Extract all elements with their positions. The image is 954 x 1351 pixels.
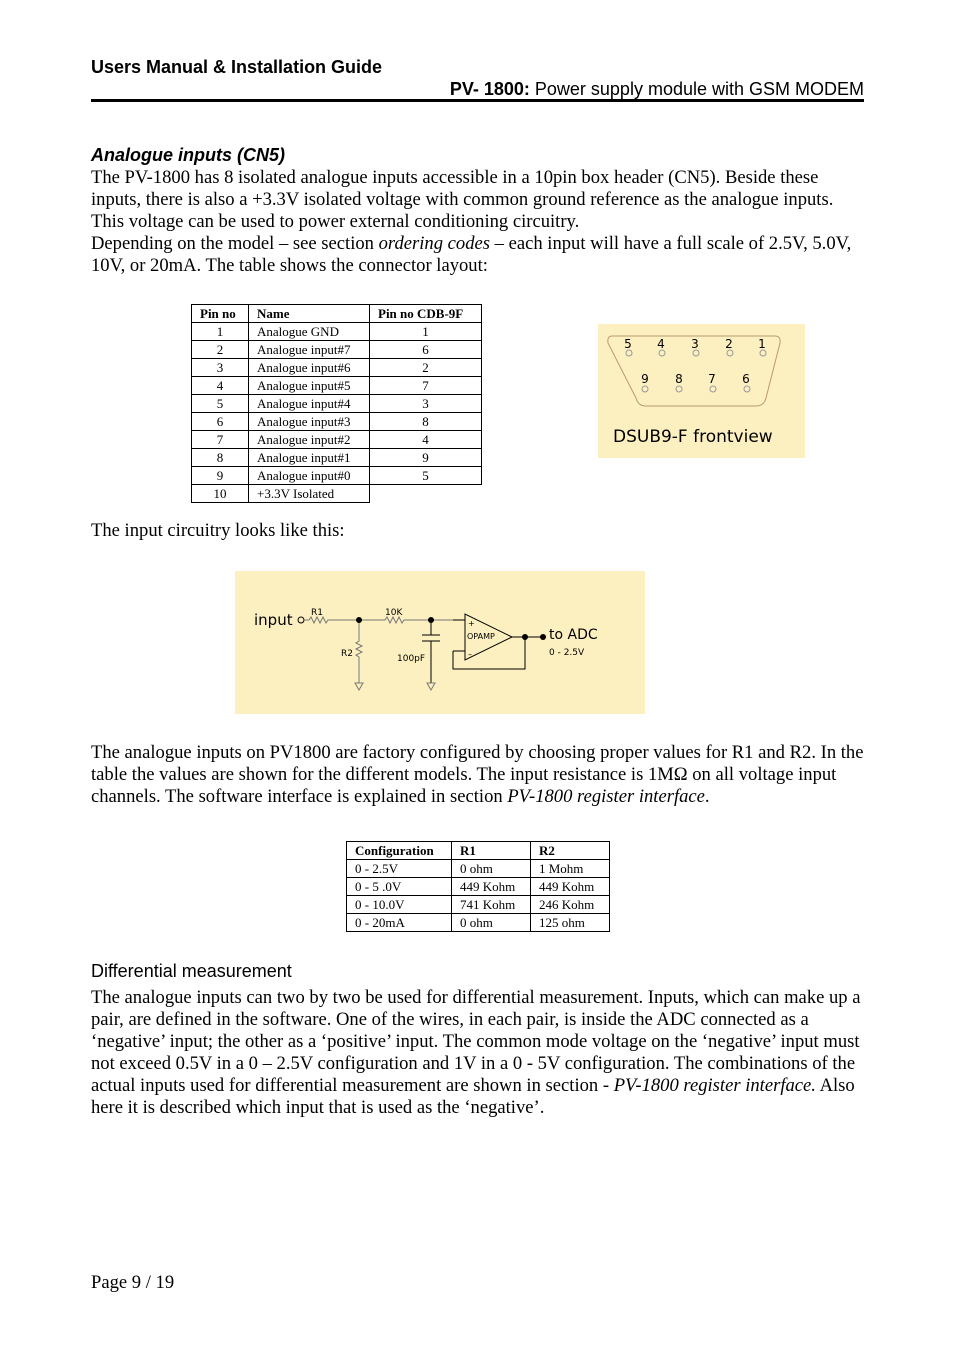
dsub-caption: DSUB9-F frontview [613,427,773,447]
table-cell: 1 [370,323,482,341]
paragraph-differential [91,987,866,1119]
capacitor-100pf [422,620,440,683]
input-circuit-diagram [235,571,645,714]
table-cell: 7 [370,377,482,395]
table-header: Configuration [347,842,452,860]
table-cell: 3 [192,359,249,377]
r10k-label: 10K [385,608,403,618]
table-row [192,431,482,449]
table-cell: 2 [192,341,249,359]
table-cell: Analogue input#1 [249,449,370,467]
pin-label: 7 [708,372,716,386]
r2-label: R2 [341,649,353,659]
pin-label: 5 [624,337,632,351]
table-header: Pin no CDB-9F [370,305,482,323]
cap-label: 100pF [397,654,426,664]
text-run: The analogue inputs can two by two be used for differential measurement. Inputs, which can make up a pair, are defined in the software. One of the wires, in each pair, is inside the ADC connected as a ‘negative’ input; the other as a ‘positive’ input. The common mode voltage on the ‘negative’ input must not exceed 0.5V in a 0 – 2.5V configuration and 1V in a 0 - 5V configuration. The combinations of the actual inputs used for differential measurement are shown in section - [91,987,861,1096]
junction-dot [356,617,362,623]
paragraph-circuit-intro: The input circuitry looks like this: [91,520,345,541]
text-run: Also here it is described which input that is used as the ‘negative’. [91,1075,855,1118]
table-cell: +3.3V Isolated [249,485,370,503]
table-cell: 8 [370,413,482,431]
table-row [347,914,610,932]
pin-hole [710,386,716,392]
table-cell: 0 - 2.5V [347,860,452,878]
table-row [192,359,482,377]
table-cell: Analogue input#5 [249,377,370,395]
table-cell: 0 - 10.0V [347,896,452,914]
feedback-wire [453,637,525,669]
table-header: Name [249,305,370,323]
page-number: Page 9 / 19 [91,1272,175,1293]
table-header-row [192,305,482,323]
pin-label: 2 [725,337,733,351]
table-cell: Analogue input#7 [249,341,370,359]
table-cell: 125 ohm [531,914,610,932]
header-rule [91,99,864,102]
section-title: Analogue inputs (CN5) [91,145,285,165]
pin-label: 4 [657,337,665,351]
output-label: to ADC [549,627,598,643]
table-cell: 8 [192,449,249,467]
resistor-r2 [356,620,362,683]
junction-dot [428,617,434,623]
table-cell: 449 Kohm [531,878,610,896]
table-row [192,341,482,359]
table-cell: 449 Kohm [452,878,531,896]
table-cell: 246 Kohm [531,896,610,914]
table-row [192,395,482,413]
table-cell: 0 ohm [452,914,531,932]
pin-hole [642,386,648,392]
table-row [192,485,482,503]
table-cell: 3 [370,395,482,413]
table-row [192,467,482,485]
table-cell: 7 [192,431,249,449]
subsection-title: Differential measurement [91,961,292,981]
text-run: The analogue inputs on PV1800 are factory configured by choosing proper values for R1 and R2. In the table the values are shown for the different models. The input resistance is 1MΩ on all voltage input channels. The software interface is explained in section [91,742,864,807]
output-range: 0 - 2.5V [549,648,585,658]
pin-label: 8 [675,372,683,386]
table-cell: 0 ohm [452,860,531,878]
table-cell: Analogue input#6 [249,359,370,377]
table-row [347,896,610,914]
table-cell: Analogue input#3 [249,413,370,431]
table-cell: 6 [192,413,249,431]
pin-label: 1 [758,337,766,351]
table-cell: Analogue GND [249,323,370,341]
header-title: Users Manual & Installation Guide [91,57,383,77]
header-subtitle [450,79,864,100]
table-row [192,449,482,467]
table-header: Pin no [192,305,249,323]
table-cell: 0 - 5 .0V [347,878,452,896]
table-header: R2 [531,842,610,860]
table-cell: 9 [370,449,482,467]
pin-table [191,304,482,503]
opamp-label: OPAMP [467,632,495,641]
table-cell: Analogue input#4 [249,395,370,413]
table-cell: Analogue input#0 [249,467,370,485]
header-model: PV- 1800: [449,79,530,99]
table-cell-empty [370,485,482,503]
table-cell: 741 Kohm [452,896,531,914]
pin-label: 3 [691,337,699,351]
ground-icon [427,683,435,690]
table-cell: 1 [192,323,249,341]
junction-dot [522,634,528,640]
dsub9-diagram [598,324,805,458]
ground-icon [355,683,363,690]
pin-hole [744,386,750,392]
table-header-row [347,842,610,860]
resistor-10k [359,617,465,623]
paragraph-intro: The PV-1800 has 8 isolated analogue inputs accessible in a 10pin box header (CN5). Beside these inputs, there is also a +3.3V isolated voltage with common ground reference as the analogue inputs. This voltage can be used to power external conditioning circuitry. [91,167,834,232]
pin-hole [676,386,682,392]
r1-label: R1 [311,608,323,618]
opamp-minus: – [468,650,472,659]
text-run: Depending on the model – see section [91,233,379,254]
table-cell: Analogue input#2 [249,431,370,449]
table-cell: 9 [192,467,249,485]
table-cell: 1 Mohm [531,860,610,878]
header-description: Power supply module with GSM MODEM [529,79,864,99]
table-row [347,860,610,878]
input-label: input [254,611,293,629]
table-cell: 0 - 20mA [347,914,452,932]
paragraph-configuration [91,742,866,808]
output-terminal [540,634,546,640]
table-header: R1 [452,842,531,860]
table-cell: 4 [192,377,249,395]
table-cell: 10 [192,485,249,503]
text-run: . [704,786,710,807]
table-row [192,377,482,395]
table-cell: 4 [370,431,482,449]
opamp-plus: + [468,619,475,628]
text-run: – each input will have a full scale of 2.5V, 5.0V, 10V, or 20mA. The table shows the connector layout: [91,233,852,276]
table-row [192,413,482,431]
table-cell: 5 [370,467,482,485]
pin-label: 9 [641,372,649,386]
emphasis-ordering-codes: ordering codes [378,233,490,254]
paragraph-fullscale [91,233,866,277]
input-terminal [298,617,304,623]
table-row [347,878,610,896]
table-cell: 2 [370,359,482,377]
pin-label: 6 [742,372,750,386]
emphasis-register-interface: PV-1800 register interface [507,786,705,807]
table-cell: 6 [370,341,482,359]
emphasis-register-interface: PV-1800 register interface. [613,1075,816,1096]
config-table [346,841,610,932]
table-cell: 5 [192,395,249,413]
table-row [192,323,482,341]
